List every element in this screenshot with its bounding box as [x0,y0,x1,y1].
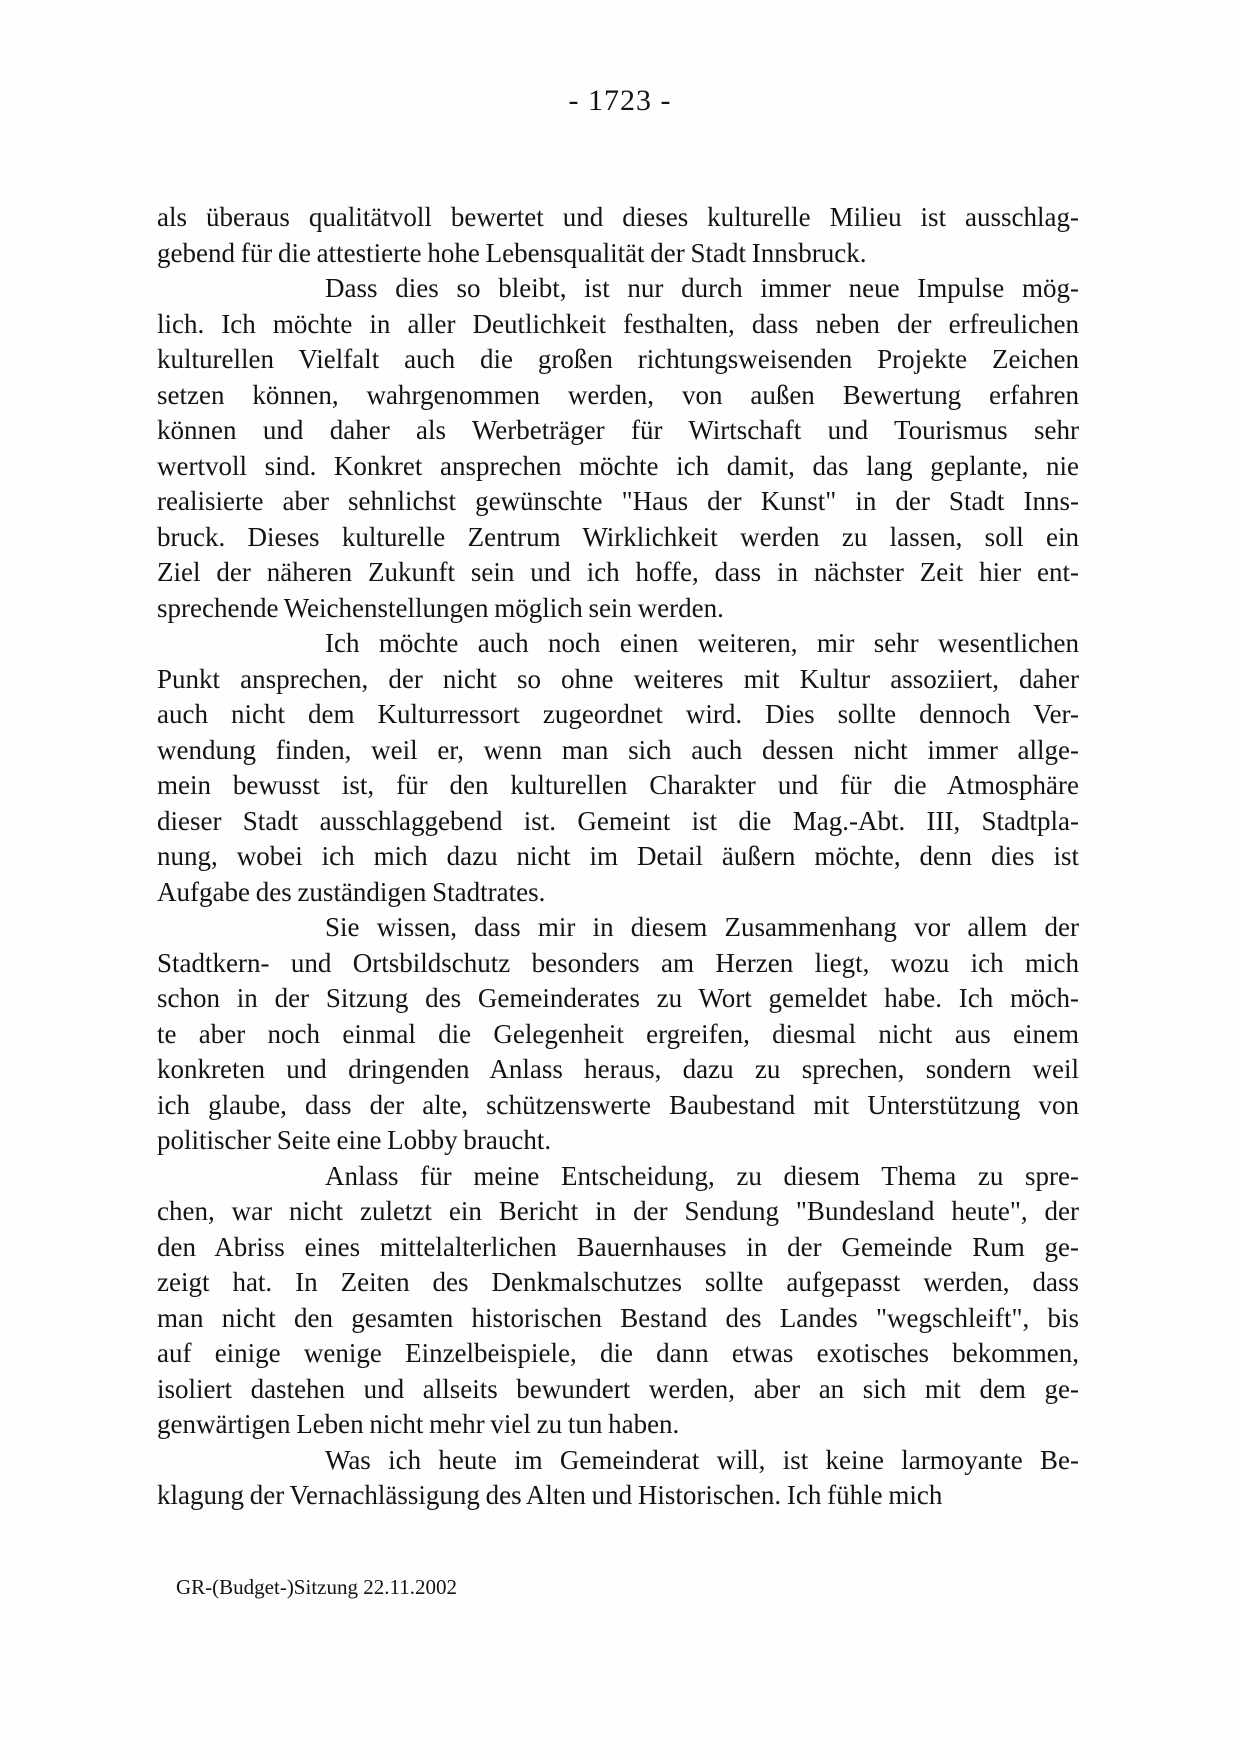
text-line: als überaus qualitätvoll bewertet und dieses kulturelle Milieu ist ausschlag- [157,202,1079,232]
text-line: bruck. Dieses kulturelle Zentrum Wirklichkeit werden zu lassen, soll ein [157,521,1079,552]
document-body [157,200,1079,1514]
footer-session-label: GR-(Budget-)Sitzung 22.11.2002 [176,1575,457,1599]
text-line: Ziel der näheren Zukunft sein und ich hoffe, dass in nächster Zeit hier ent- [157,557,1079,587]
text-line: chen, war nicht zuletzt ein Bericht in der Sendung "Bundesland heute", der [157,1196,1079,1226]
text-line: genwärtigen Leben nicht mehr viel zu tun haben. [157,1409,680,1439]
text-line: realisierte aber sehnlichst gewünschte "Haus der Kunst" in der Stadt Inns- [157,486,1079,516]
text-line: Sie wissen, dass mir in diesem Zusammenhang vor allem der [325,912,1079,942]
text-line: Ich möchte auch noch einen weiteren, mir sehr wesentlichen [325,628,1079,658]
text-line: isoliert dastehen und allseits bewundert werden, aber an sich mit dem ge- [157,1373,1079,1404]
text-line: wertvoll sind. Konkret ansprechen möchte ich damit, das lang geplante, nie [157,450,1079,481]
text-line: sprechende Weichenstellungen möglich sein werden. [157,592,724,623]
page-number: - 1723 - [568,84,672,117]
text-line: können und daher als Werbeträger für Wirtschaft und Tourismus sehr [157,415,1079,445]
text-line: Anlass für meine Entscheidung, zu diesem Thema zu spre- [325,1160,1079,1191]
text-line: kulturellen Vielfalt auch die großen richtungsweisenden Projekte Zeichen [157,344,1079,374]
text-line: man nicht den gesamten historischen Bestand des Landes "wegschleift", bis [157,1302,1079,1333]
text-line: konkreten und dringenden Anlass heraus, dazu zu sprechen, sondern weil [157,1054,1079,1084]
text-line: Dass dies so bleibt, ist nur durch immer neue Impulse mög- [325,273,1079,303]
text-line: schon in der Sitzung des Gemeinderates zu Wort gemeldet habe. Ich möch- [157,983,1079,1013]
text-line: nung, wobei ich mich dazu nicht im Detail äußern möchte, denn dies ist [157,841,1079,871]
text-line: auch nicht dem Kulturressort zugeordnet wird. Dies sollte dennoch Ver- [157,699,1079,729]
text-line: wendung finden, weil er, wenn man sich auch dessen nicht immer allge- [157,734,1079,765]
text-line: lich. Ich möchte in aller Deutlichkeit festhalten, dass neben der erfreulichen [157,308,1079,339]
text-line: te aber noch einmal die Gelegenheit ergreifen, diesmal nicht aus einem [157,1018,1079,1049]
text-line: Was ich heute im Gemeinderat will, ist keine larmoyante Be- [325,1444,1079,1475]
text-line: mein bewusst ist, für den kulturellen Charakter und für die Atmosphäre [157,770,1079,800]
text-line: klagung der Vernachlässigung des Alten und Historischen. Ich fühle mich [157,1480,943,1510]
text-line: politischer Seite eine Lobby braucht. [157,1125,552,1155]
text-line: dieser Stadt ausschlaggebend ist. Gemeint ist die Mag.-Abt. III, Stadtpla- [157,805,1079,836]
text-line: zeigt hat. In Zeiten des Denkmalschutzes sollte aufgepasst werden, dass [157,1267,1079,1297]
text-line: Aufgabe des zuständigen Stadtrates. [157,876,546,907]
text-line: auf einige wenige Einzelbeispiele, die dann etwas exotisches bekommen, [157,1338,1079,1368]
text-line: Punkt ansprechen, der nicht so ohne weiteres mit Kultur assoziiert, daher [157,663,1079,694]
text-line: ich glaube, dass der alte, schützenswerte Baubestand mit Unterstützung von [157,1089,1079,1120]
text-line: Stadtkern- und Ortsbildschutz besonders am Herzen liegt, wozu ich mich [157,947,1079,978]
text-line: gebend für die attestierte hohe Lebensqualität der Stadt Innsbruck. [157,237,867,268]
text-line: den Abriss eines mittelalterlichen Bauernhauses in der Gemeinde Rum ge- [157,1231,1079,1262]
text-line: setzen können, wahrgenommen werden, von außen Bewertung erfahren [157,379,1079,410]
